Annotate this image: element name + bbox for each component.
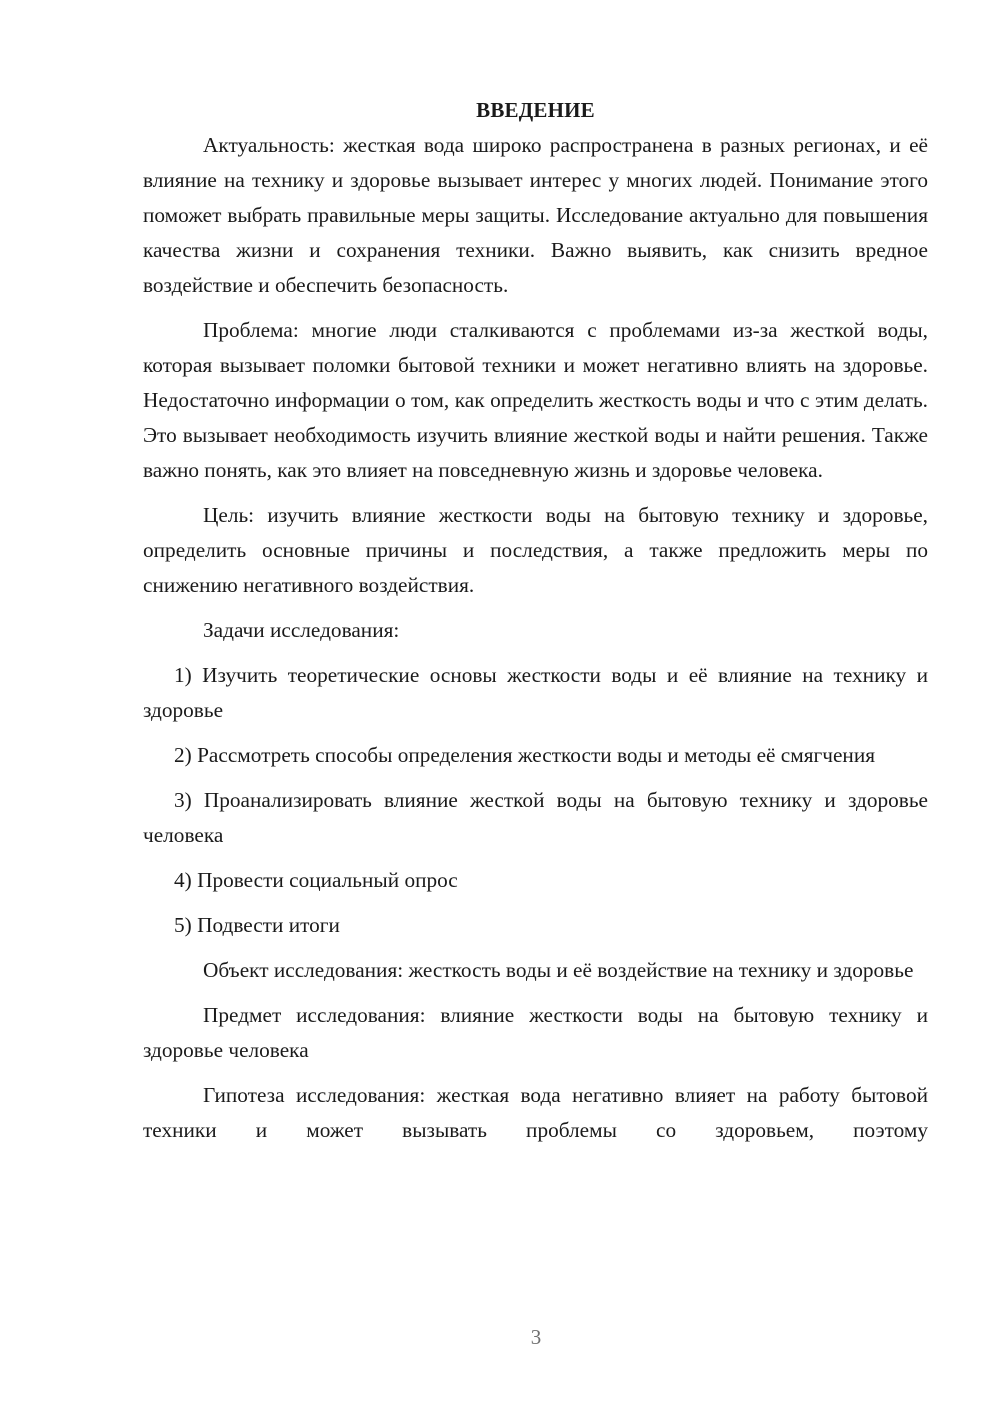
task-item-1: 1) Изучить теоретические основы жесткости воды и её влияние на технику и здоровье — [143, 663, 928, 722]
task-item-3: 3) Проанализировать влияние жесткой воды на бытовую технику и здоровье человека — [143, 788, 928, 847]
page-content — [143, 92, 928, 1158]
paragraph-hypothesis: Гипотеза исследования: жесткая вода негативно влияет на работу бытовой техники и может вызывать проблемы со здоровьем, поэтому — [143, 1083, 928, 1142]
page-number: 3 — [530, 1325, 542, 1349]
tasks-heading: Задачи исследования: — [203, 618, 400, 642]
paragraph-object: Объект исследования: жесткость воды и её воздействие на технику и здоровье — [203, 958, 914, 982]
paragraph-problem: Проблема: многие люди сталкиваются с проблемами из-за жесткой воды, которая вызывает поломки бытовой техники и может негативно влиять на здоровье. Недостаточно информации о том, как определить жесткость воды и что с этим делать. Это вызывает необходимость изучить влияние жесткой воды и найти решения. Также важно понять, как это влияет на повседневную жизнь и здоровье человека. — [143, 318, 928, 482]
paragraph-relevance: Актуальность: жесткая вода широко распространена в разных регионах, и её влияние на технику и здоровье вызывает интерес у многих людей. Понимание этого поможет выбрать правильные меры защиты. Исследование актуально для повышения качества жизни и сохранения техники. Важно выявить, как снизить вредное воздействие и обеспечить безопасность. — [143, 133, 928, 297]
page-title: ВВЕДЕНИЕ — [476, 98, 595, 122]
paragraph-goal: Цель: изучить влияние жесткости воды на бытовую технику и здоровье, определить основные причины и последствия, а также предложить меры по снижению негативного воздействия. — [143, 503, 928, 597]
paragraph-subject: Предмет исследования: влияние жесткости воды на бытовую технику и здоровье человека — [143, 1003, 928, 1062]
task-item-5: 5) Подвести итоги — [174, 913, 340, 937]
task-item-2: 2) Рассмотреть способы определения жесткости воды и методы её смягчения — [174, 743, 876, 767]
task-item-4: 4) Провести социальный опрос — [174, 868, 458, 892]
